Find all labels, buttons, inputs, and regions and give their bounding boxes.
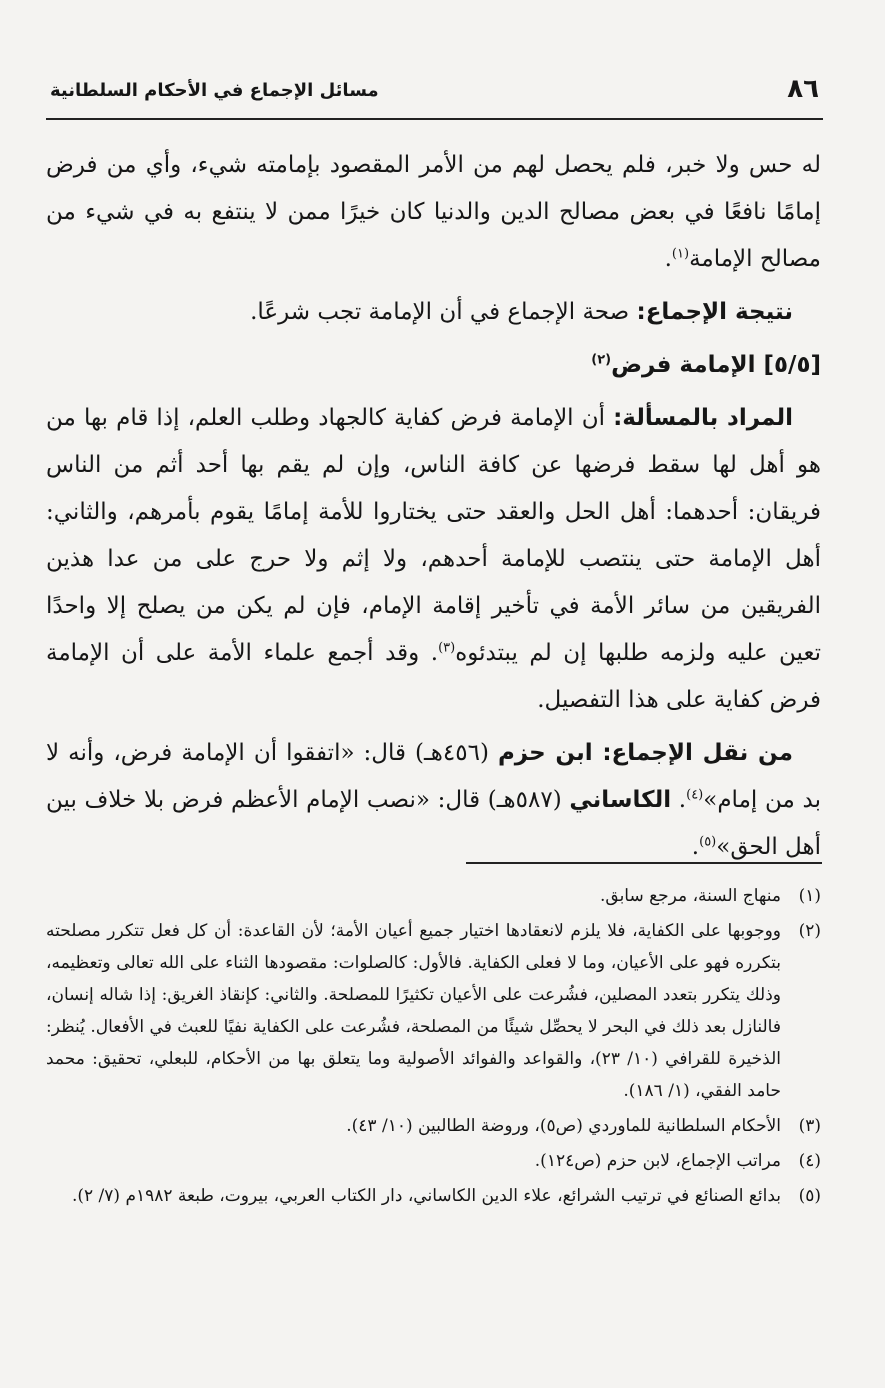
footnote <box>46 1145 821 1177</box>
footnote-text: مراتب الإجماع، لابن حزم (ص١٢٤). <box>534 1151 781 1171</box>
footnote-ref: (٥) <box>699 834 717 850</box>
footnote <box>46 1180 821 1212</box>
section-heading-text: [٥/٥] الإمامة فرض <box>611 352 821 378</box>
paragraph-continuation <box>46 142 821 283</box>
footnote <box>46 1110 821 1142</box>
transmit-text: (٥٨٧هـ) قال: «نصب الإمام الأعظم فرض بلا خلاف بين أهل الحق» <box>46 787 821 860</box>
punctuation: . <box>664 246 672 272</box>
meaning-text: أن الإمامة فرض كفاية كالجهاد وطلب العلم، إذا قام بها من هو أهل لها سقط فرضها عن كافة الناس، وإن لم يقم بها أحد أثم من الناس فريقان: أحدهما: أهل الحل والعقد حتى يختاروا للأمة إمامًا يقوم بأمرهم، والثاني: أهل الإمامة حتى ينتصب للإمامة أحدهم، ولا إثم ولا حرج على من عدا هذين الفريقين من سائر الأمة في تأخير إقامة الإمام، فإن لم يكن من يصلح إلا واحدًا تعين عليه ولزمه طلبها إن لم يبتدئوه <box>46 405 821 666</box>
punctuation: . <box>671 787 687 813</box>
footnote <box>46 880 821 912</box>
page-number: ٨٦ <box>787 74 819 104</box>
footnote-ref: (١) <box>671 246 690 262</box>
section-heading <box>46 342 821 389</box>
footnote-text: منهاج السنة، مرجع سابق. <box>599 886 781 906</box>
footnote-ref: (٢) <box>591 352 612 368</box>
footnote <box>46 915 821 1107</box>
footnote-ref: (٣) <box>438 640 456 656</box>
page-header <box>46 72 823 120</box>
transmit-label: من نقل الإجماع: <box>602 740 793 766</box>
footnote-number: (٥) <box>798 1186 821 1206</box>
footnote-number: (٣) <box>798 1116 821 1136</box>
footnote-text: ووجوبها على الكفاية، فلا يلزم لانعقادها اختيار جميع أعيان الأمة؛ لأن القاعدة: أن كل فعل تتكرر مصلحته بتكرره فهو على الأعيان، وما لا فعلى الكفاية. فالأول: كالصلوات: مقصودها الثناء على الله تعالى وتعظيمه، وذلك يتكرر بتعدد المصلين، فشُرعت على الأعيان تكثيرًا للمصلحة. والثاني: كإنقاذ الغريق: إذا شاله إنسان، فالنازل بعد ذلك في البحر لا يحصِّل شيئًا من المصلحة، فشُرعت على الكفاية نفيًا للعبث في الأفعال. يُنظر: الذخيرة للقرافي (١٠/ ٢٣)، والقواعد والفوائد الأصولية وما يتعلق بها من الأحكام، للبعلي، تحقيق: محمد حامد الفقي، (١/ ١٨٦). <box>46 921 781 1101</box>
result-label: نتيجة الإجماع: <box>636 299 793 325</box>
meaning-label: المراد بالمسألة: <box>613 405 793 431</box>
transmit-text: (٤٥٦هـ) قال: «اتفقوا أن الإمامة فرض، وأنه لا بد من إمام» <box>46 740 821 813</box>
paragraph-transmission <box>46 730 821 871</box>
scholar-name-kasani: الكاساني <box>569 787 672 813</box>
punctuation: . <box>691 834 700 860</box>
footnote-number: (٢) <box>798 921 821 941</box>
scholar-name-ibn-hazm: ابن حزم <box>497 740 603 766</box>
footnote-number: (٤) <box>798 1151 821 1171</box>
footnote-separator <box>466 862 822 864</box>
paragraph-result <box>46 289 821 336</box>
main-text <box>46 142 821 871</box>
result-text: صحة الإجماع في أن الإمامة تجب شرعًا. <box>250 299 637 325</box>
paragraph-meaning <box>46 395 821 724</box>
footnote-ref: (٤) <box>686 787 704 803</box>
footnote-text: الأحكام السلطانية للماوردي (ص٥)، وروضة الطالبين (١٠/ ٤٣). <box>346 1116 781 1136</box>
running-title: مسائل الإجماع في الأحكام السلطانية <box>50 80 379 101</box>
meaning-end: . وقد أجمع علماء الأمة على أن الإمامة فرض كفاية على هذا التفصيل. <box>46 640 821 713</box>
paragraph-text: له حس ولا خبر، فلم يحصل لهم من الأمر المقصود بإمامته شيء، وأي من فرض إمامًا نافعًا في بعض مصالح الدين والدنيا كان خيرًا ممن لا ينتفع به في شيء من مصالح الإمامة <box>46 152 821 272</box>
footnote-text: بدائع الصنائع في ترتيب الشرائع، علاء الدين الكاساني، دار الكتاب العربي، بيروت، طبعة ١٩٨٢م (٧/ ٢). <box>71 1186 781 1206</box>
footnotes <box>46 880 821 1215</box>
footnote-number: (١) <box>798 886 821 906</box>
